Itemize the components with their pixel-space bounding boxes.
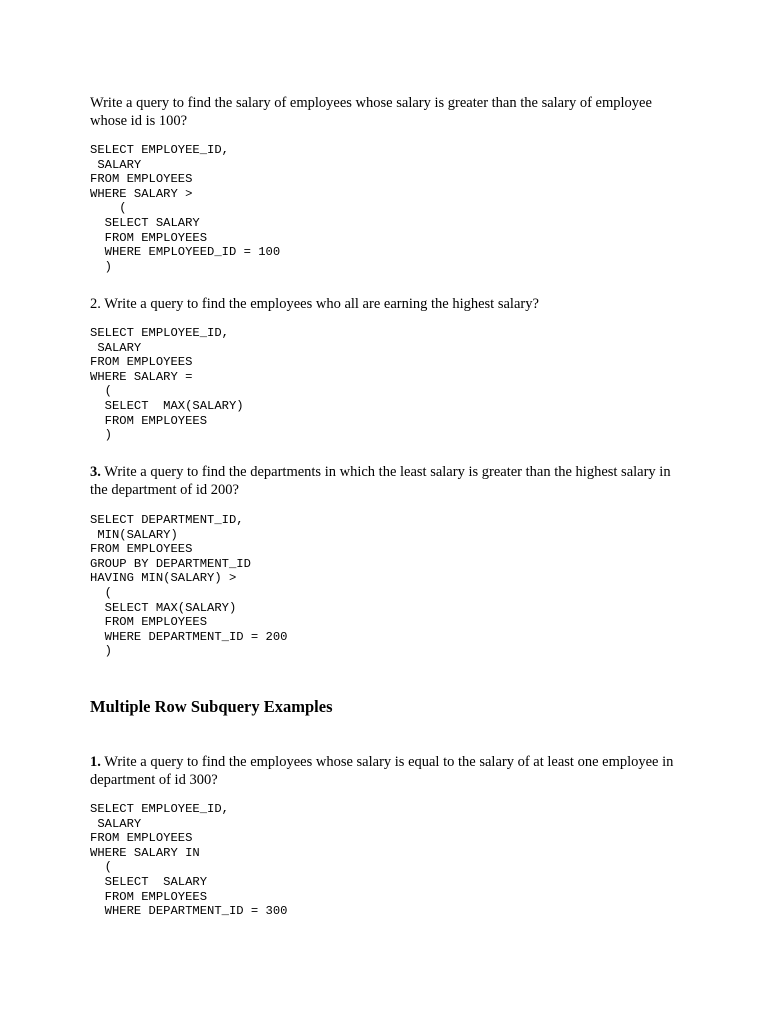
question-2 bbox=[90, 295, 690, 313]
question-3 bbox=[90, 463, 690, 499]
sql-code-2: SELECT EMPLOYEE_ID, SALARY FROM EMPLOYEES WHERE SALARY = ( SELECT MAX(SALARY) FROM EMPLOYEES ) bbox=[90, 326, 244, 443]
question-1 bbox=[90, 94, 690, 130]
question-multi-1 bbox=[90, 753, 690, 789]
question-multi-1-number: 1. bbox=[90, 754, 101, 770]
sql-code-multi-1: SELECT EMPLOYEE_ID, SALARY FROM EMPLOYEES WHERE SALARY IN ( SELECT SALARY FROM EMPLOYEES WHERE DEPARTMENT_ID = 300 bbox=[90, 802, 288, 919]
question-3-number: 3. bbox=[90, 464, 101, 480]
section-heading: Multiple Row Subquery Examples bbox=[90, 697, 333, 716]
sql-code-1: SELECT EMPLOYEE_ID, SALARY FROM EMPLOYEES WHERE SALARY > ( SELECT SALARY FROM EMPLOYEES WHERE EMPLOYEED_ID = 100 ) bbox=[90, 143, 281, 274]
sql-code-3: SELECT DEPARTMENT_ID, MIN(SALARY) FROM EMPLOYEES GROUP BY DEPARTMENT_ID HAVING MIN(SALARY) > ( SELECT MAX(SALARY) FROM EMPLOYEES WHERE DEPARTMENT_ID = 200 ) bbox=[90, 513, 288, 659]
question-multi-1-text: Write a query to find the employees whose salary is equal to the salary of at least one employee in department of id 300? bbox=[90, 754, 674, 788]
question-2-text: 2. Write a query to find the employees who all are earning the highest salary? bbox=[90, 296, 539, 312]
question-1-text: Write a query to find the salary of employees whose salary is greater than the salary of employee whose id is 100? bbox=[90, 95, 652, 129]
question-3-text: Write a query to find the departments in which the least salary is greater than the highest salary in the department of id 200? bbox=[90, 464, 671, 498]
